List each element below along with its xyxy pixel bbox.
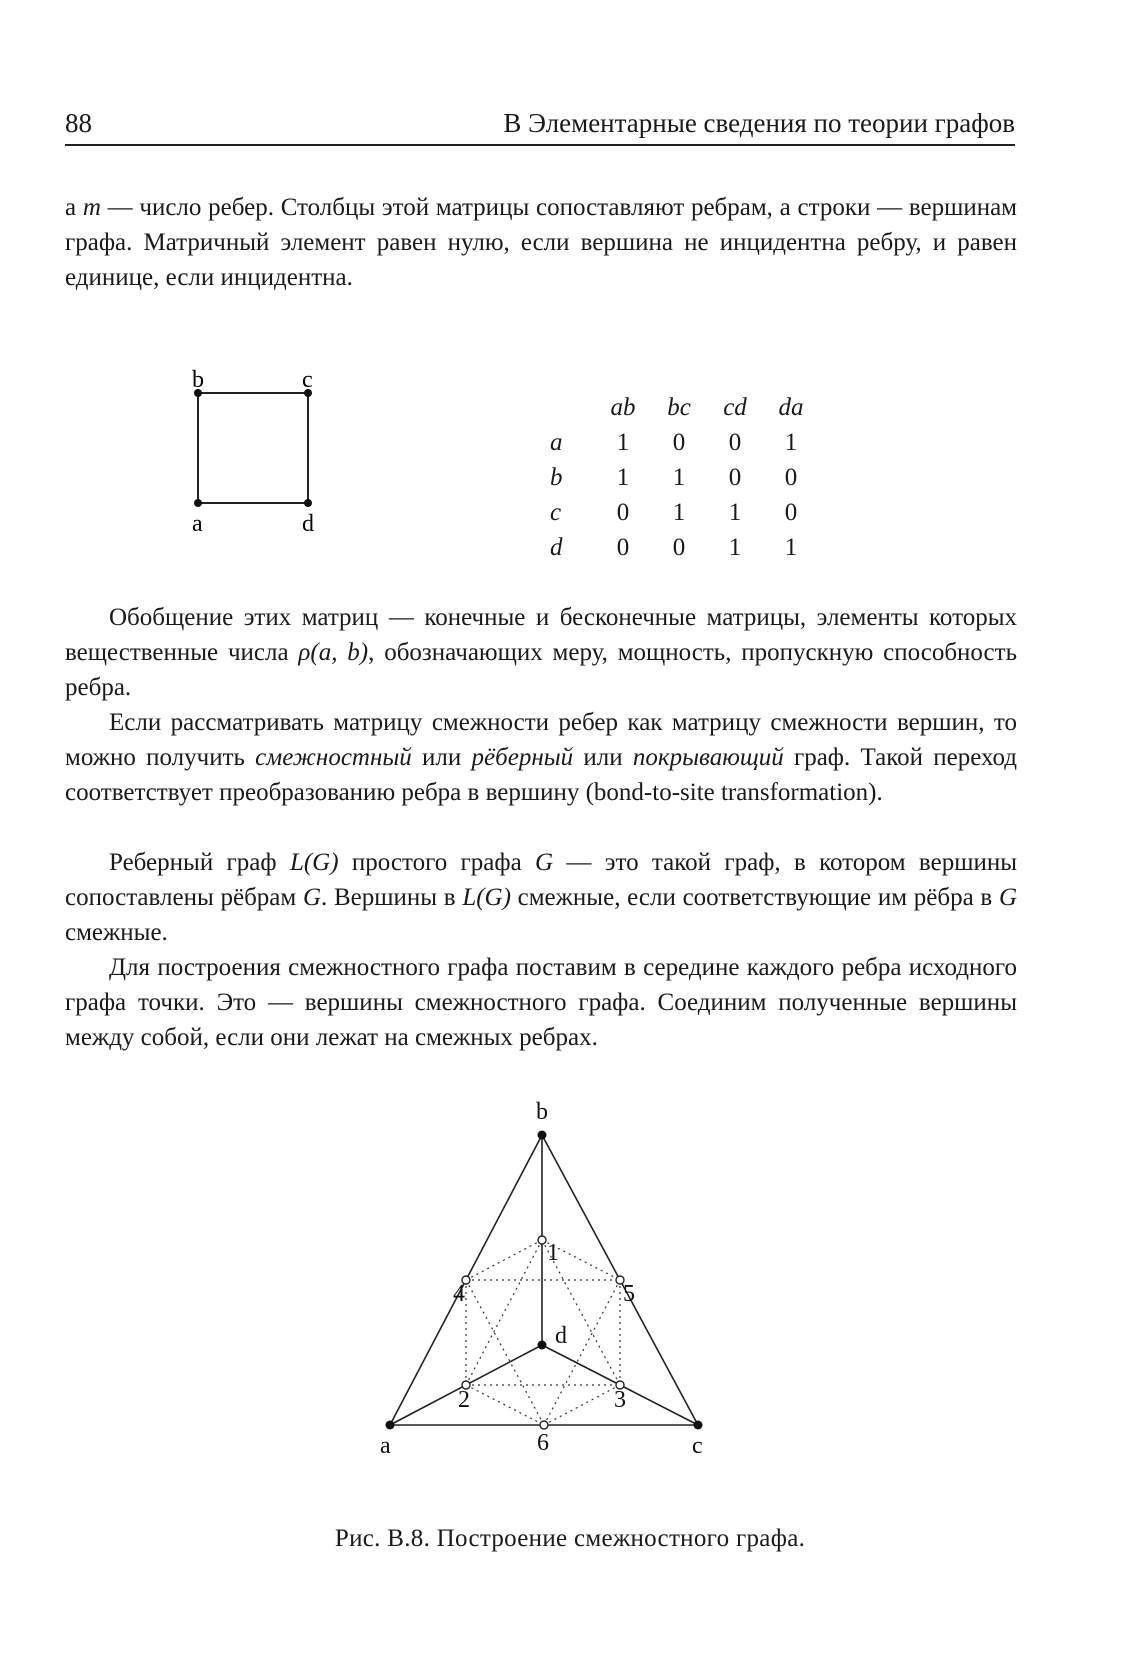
square-graph-figure	[180, 367, 340, 545]
column-header: cd	[723, 393, 747, 421]
paragraph-generalization: Обобщение этих матриц — конечные и бесконечные матрицы, элементы которых вещественные числа ρ(a, b), обозначающих меру, мощность, пропускную способность ребра.	[65, 604, 1017, 701]
paragraph-line-graph-definition: Если рассматривать матрицу смежности ребер как матрицу смежности вершин, то можно получить смежностный или рёберный или покрывающий граф. Такой переход соответствует преобразованию ребра в вершину (bond-to-site transformation).	[65, 709, 1018, 806]
column-header: ab	[610, 393, 636, 421]
label-a: a	[380, 1433, 391, 1459]
matrix-row	[540, 460, 819, 495]
matrix-header-row	[540, 390, 819, 425]
midpoint-1	[538, 1236, 546, 1244]
matrix-cell: 0	[784, 463, 798, 491]
vertex-a	[194, 499, 202, 507]
label-d: d	[302, 511, 314, 537]
column-header: da	[778, 393, 804, 421]
label-1: 1	[547, 1240, 559, 1266]
midpoint-6	[540, 1421, 548, 1429]
vertex-a	[386, 1421, 395, 1430]
label-2: 2	[458, 1387, 470, 1413]
matrix-cell: 1	[672, 463, 686, 491]
matrix-cell: 0	[672, 533, 686, 561]
row-header: c	[550, 498, 562, 526]
math-rho: ρ(a, b)	[298, 639, 369, 666]
row-header: a	[550, 428, 563, 456]
running-header	[65, 100, 1015, 146]
vertex-d	[538, 1341, 547, 1350]
label-a: a	[192, 511, 203, 537]
label-4: 4	[453, 1281, 465, 1307]
matrix-cell: 0	[672, 428, 686, 456]
vertex-d	[304, 499, 312, 507]
square-edges	[198, 393, 308, 503]
matrix-row	[540, 425, 819, 460]
incidence-matrix	[540, 390, 819, 565]
matrix-cell: 0	[784, 498, 798, 526]
matrix-cell: 1	[728, 533, 742, 561]
vertex-c	[694, 1421, 703, 1430]
matrix-cell: 1	[784, 428, 798, 456]
label-6: 6	[537, 1430, 549, 1456]
label-c: c	[302, 367, 313, 393]
term-edge: рёберный	[471, 744, 574, 771]
matrix-cell: 1	[616, 428, 630, 456]
running-title: В Элементарные сведения по теории графов	[503, 108, 1015, 138]
paragraph-incidence-intro: а m — число ребер. Столбцы этой матрицы сопоставляют ребрам, а строки — вершинам графа. Матричный элемент равен нулю, если вершина не инцидентна ребру, и равен единице, если инцидентна.	[65, 194, 1017, 291]
midpoint-vertices	[462, 1236, 624, 1429]
line-graph-edges	[466, 1240, 620, 1425]
matrix-cell: 0	[728, 463, 742, 491]
matrix-cell: 1	[672, 498, 686, 526]
paragraph-construction: Для построения смежностного графа поставим в середине каждого ребра исходного графа точки. Это — вершины смежностного графа. Соединим полученные вершины между собой, если они лежат на смежных ребрах.	[65, 954, 1017, 1051]
matrix-row	[540, 530, 819, 565]
label-d: d	[555, 1323, 567, 1349]
row-header: b	[550, 463, 563, 491]
matrix-row	[540, 495, 819, 530]
matrix-cell: 0	[616, 498, 630, 526]
label-b: b	[192, 367, 204, 393]
paragraph-line-graph-lg: Реберный граф L(G) простого графа G — это такой граф, в котором вершины сопоставлены рёбрам G. Вершины в L(G) смежные, если соответствующие им рёбра в G смежные.	[65, 849, 1017, 946]
adjacency-graph-figure	[380, 1095, 740, 1459]
column-header: bc	[667, 393, 691, 421]
term-covering: покрывающий	[632, 744, 784, 771]
page-number: 88	[65, 108, 92, 138]
matrix-cell: 1	[616, 463, 630, 491]
label-5: 5	[623, 1281, 635, 1307]
math-m: m	[82, 194, 101, 221]
label-b: b	[536, 1099, 548, 1125]
matrix-cell: 0	[728, 428, 742, 456]
matrix-cell: 0	[616, 533, 630, 561]
vertex-b	[538, 1131, 547, 1140]
label-3: 3	[614, 1387, 626, 1413]
figure-caption: Рис. В.8. Построение смежностного графа.	[334, 1525, 806, 1552]
row-header: d	[550, 533, 563, 561]
matrix-cell: 1	[728, 498, 742, 526]
term-adjacency: смежностный	[255, 744, 412, 771]
label-c: c	[692, 1433, 703, 1459]
matrix-cell: 1	[784, 533, 798, 561]
